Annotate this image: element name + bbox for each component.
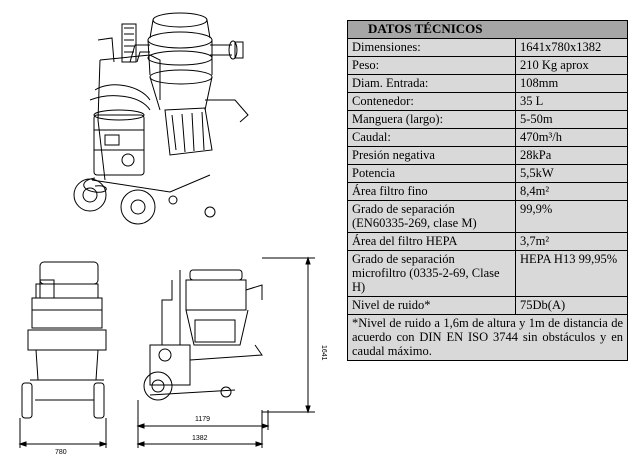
row-label: Área del filtro HEPA [348, 233, 516, 251]
row-label: Potencia [348, 165, 516, 183]
row-label: Grado de separación (EN60335-269, clase M) [348, 201, 516, 233]
row-label: Caudal: [348, 129, 516, 147]
table-row [348, 57, 628, 75]
table-row [348, 251, 628, 297]
table-row [348, 201, 628, 233]
row-label: Diam. Entrada: [348, 75, 516, 93]
table-row [348, 147, 628, 165]
dimension-height-label: 1641 [320, 345, 327, 361]
table-row [348, 111, 628, 129]
perspective-view-drawing [74, 13, 248, 224]
row-value: 75Db(A) [516, 297, 628, 315]
row-value: 108mm [516, 75, 628, 93]
table-row [348, 93, 628, 111]
table-title: DATOS TÉCNICOS [348, 21, 628, 39]
row-value: 28kPa [516, 147, 628, 165]
table-row [348, 129, 628, 147]
row-value: 210 Kg aprox [516, 57, 628, 75]
row-label: Grado de separación microfiltro (0335-2-69, Clase H) [348, 251, 516, 297]
row-label: Contenedor: [348, 93, 516, 111]
row-label: Nivel de ruido* [348, 297, 516, 315]
table-header-row [348, 21, 628, 39]
row-value: 99,9% [516, 201, 628, 233]
noise-footnote: *Nivel de ruido a 1,6m de altura y 1m de distancia de acuerdo con DIN EN ISO 3744 sin obstáculos y en caudal máximo. [348, 315, 628, 361]
table-row [348, 183, 628, 201]
row-value: 5-50m [516, 111, 628, 129]
table-note-row [348, 315, 628, 361]
row-value: HEPA H13 99,95% [516, 251, 628, 297]
row-label: Dimensiones: [348, 39, 516, 57]
dimension-width-label: 780 [55, 449, 67, 456]
table-row [348, 75, 628, 93]
front-view-drawing [20, 262, 106, 448]
table-row [348, 39, 628, 57]
row-value: 1641x780x1382 [516, 39, 628, 57]
row-label: Peso: [348, 57, 516, 75]
dimension-length-label: 1382 [192, 435, 208, 442]
side-view-drawing [138, 258, 315, 448]
row-value: 470m³/h [516, 129, 628, 147]
row-value: 5,5kW [516, 165, 628, 183]
row-label: Manguera (largo): [348, 111, 516, 129]
row-value: 8,4m² [516, 183, 628, 201]
table-row [348, 165, 628, 183]
row-value: 3,7m² [516, 233, 628, 251]
row-value: 35 L [516, 93, 628, 111]
dimension-depth-label: 1179 [195, 416, 211, 423]
table-row [348, 233, 628, 251]
row-label: Área filtro fino [348, 183, 516, 201]
technical-data-table [347, 20, 628, 361]
table-row [348, 297, 628, 315]
row-label: Presión negativa [348, 147, 516, 165]
